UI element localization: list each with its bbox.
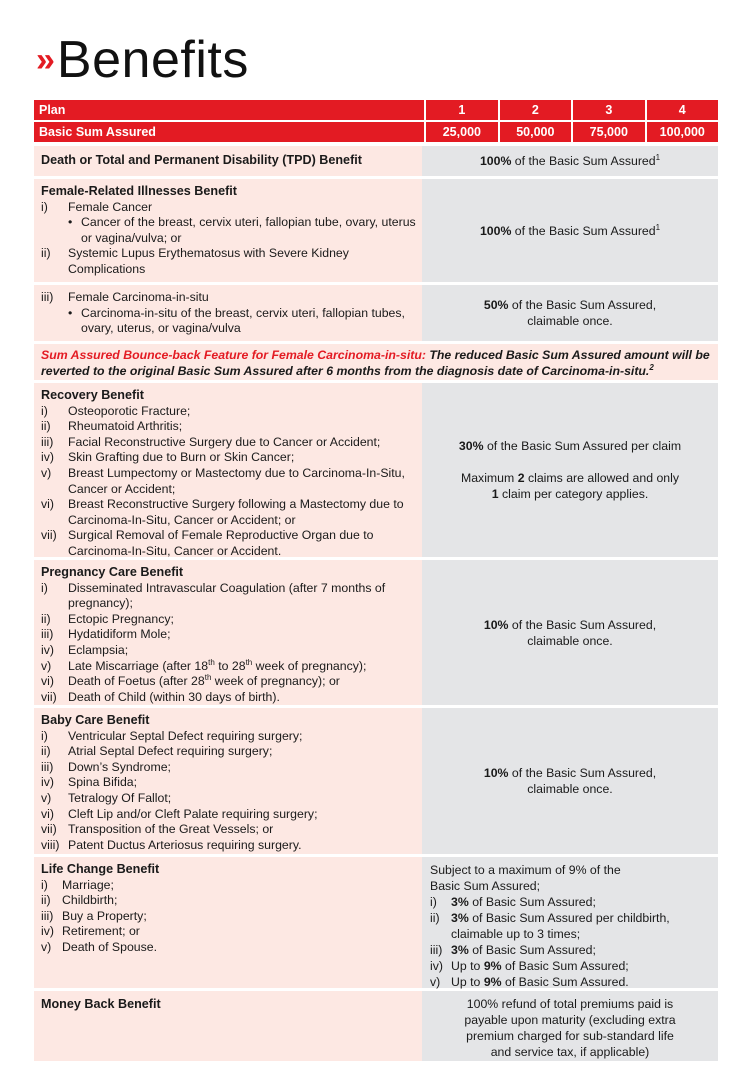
chevron-icon: » <box>36 40 51 79</box>
list-item: i) Osteoporotic Fracture; <box>41 403 191 418</box>
list-item: ii) Rheumatoid Arthritis; <box>41 419 183 434</box>
list-item: iii) Facial Reconstructive Surgery due to Cancer or Accident; <box>41 434 381 449</box>
list-sub-item: • Cancer of the breast, cervix uteri, fallopian tube, ovary, uterus or vagina/vulva; or <box>68 215 416 245</box>
female-illness-value: 100% of the Basic Sum Assured$^1$ <box>479 222 661 238</box>
sum-col-2: 50,000 <box>498 122 571 142</box>
list-item: vii) Surgical Removal of Female Reproductive Organ due to Carcinoma-In-Situ, Cancer or Accident. <box>41 528 374 558</box>
list-item: iv) Spina Bifida; <box>41 775 138 790</box>
list-item: vii) Death of Child (within 30 days of birth). <box>41 689 280 704</box>
plan-col-2: 2 <box>498 100 571 120</box>
list-item: ii) 3% of Basic Sum Assured per childbirth, claimable up to 3 times; <box>430 911 670 941</box>
list-item: iii) Down’s Syndrome; <box>41 759 171 774</box>
money-back-value: 100% refund of total premiums paid is payable upon maturity (excluding extra premium charged for sub-standard life and service tax, if applicable) <box>464 997 676 1059</box>
list-item: vi) Breast Reconstructive Surgery following a Mastectomy due to Carcinoma-In-Situ, Cancer or Accident; or <box>41 497 404 527</box>
list-item: i) Ventricular Septal Defect requiring surgery; <box>41 728 303 743</box>
plan-header-row <box>34 100 718 120</box>
list-sub-item: • Carcinoma-in-situ of the breast, cervix uteri, fallopian tubes, ovary, uterus, or vagina/vulva <box>68 305 405 336</box>
recovery-row: Recovery Benefit i) Osteoporotic Fracture; ii) Rheumatoid Arthritis; iii) Facial Reconstructive Surgery due to Cancer or Accident; iv) Skin Grafting due to Burn or Skin Cancer; v) Breast Lumpectomy or Mastectomy due to Carcinoma-In-Situ, Cancer or Accident; vi) Breast Reconstructive Surgery following a Mastectomy due to Carcinoma-In-Situ, Cancer or Accident; or vii) Surgical Removal of Female Reproductive Organ due to Carcinoma-In-Situ, Cancer or Accident. 30% of the Basic Sum Assured per claim Maximum 2 claims are allowed and only 1 claim per category applies. <box>34 383 718 557</box>
list-item: v) Late Miscarriage (after 18th to 28th week of pregnancy); <box>41 657 367 673</box>
list-item: ii) Ectopic Pregnancy; <box>41 611 174 626</box>
baby-care-title: Baby Care Benefit <box>41 713 150 727</box>
baby-care-row: Baby Care Benefit i) Ventricular Septal Defect requiring surgery; ii) Atrial Septal Defect requiring surgery; iii) Down’s Syndrome; iv) Spina Bifida; v) Tetralogy Of Fallot; vi) Cleft Lip and/or Cleft Palate requiring surgery; vii) Transposition of the Great Vessels; or viii) Patent Ductus Arteriosus requiring surgery. 10% of the Basic Sum Assured, claimable once. <box>34 708 718 854</box>
recovery-max-claims: Maximum 2 claims are allowed and only <box>460 471 680 485</box>
carcinoma-row: iii) Female Carcinoma-in-situ • Carcinoma-in-situ of the breast, cervix uteri, fallopian tubes, ovary, uterus, or vagina/vulva 50% of the Basic Sum Assured, claimable once. <box>34 285 718 341</box>
death-tpd-title: Death or Total and Permanent Disability (TPD) Benefit <box>41 153 362 168</box>
list-item: iv) Eclampsia; <box>41 642 129 657</box>
list-item: ii) Atrial Septal Defect requiring surgery; <box>41 744 273 759</box>
money-back-title: Money Back Benefit <box>41 997 161 1011</box>
list-item: ii) Childbirth; <box>41 893 118 908</box>
plan-col-4: 4 <box>645 100 718 120</box>
page-title <box>36 30 249 90</box>
list-item: v) Tetralogy Of Fallot; <box>41 790 172 805</box>
sum-col-3: 75,000 <box>571 122 644 142</box>
female-illness-row <box>34 179 718 282</box>
list-item: vi) Cleft Lip and/or Cleft Palate requiring surgery; <box>41 806 318 821</box>
baby-care-value: 10% of the Basic Sum Assured, <box>483 766 657 780</box>
list-item: iii) Buy a Property; <box>41 908 147 923</box>
page-title-text: Benefits <box>56 31 249 89</box>
death-tpd-row <box>34 146 718 176</box>
list-item: v) Breast Lumpectomy or Mastectomy due to Carcinoma-In-Situ, Cancer or Accident; <box>41 465 405 496</box>
list-item: vi) Death of Foetus (after 28th week of pregnancy); or <box>41 673 340 689</box>
list-item: iii) Hydatidiform Mole; <box>41 627 171 642</box>
life-change-title: Life Change Benefit <box>41 862 160 876</box>
bounce-back-note: Sum Assured Bounce-back Feature for Female Carcinoma-in-situ: The reduced Basic Sum Assured amount will be reverted to the original Basic Sum Assured after 6 months from the diagnosis date of Carcinoma-in-situ.$^2$ <box>34 344 718 380</box>
sum-assured-label: Basic Sum Assured <box>39 125 156 139</box>
list-item: viii) Patent Ductus Arteriosus requiring surgery. <box>41 837 302 852</box>
sum-col-4: 100,000 <box>645 122 718 142</box>
list-item: vii) Transposition of the Great Vessels; or <box>41 822 274 837</box>
sum-assured-row <box>34 122 718 142</box>
list-item: i) 3% of Basic Sum Assured; <box>430 895 596 909</box>
money-back-row <box>34 991 718 1061</box>
pregnancy-title: Pregnancy Care Benefit <box>41 565 184 579</box>
list-item: ii) Systemic Lupus Erythematosus with Severe Kidney Complications <box>41 246 349 276</box>
plan-col-3: 3 <box>571 100 644 120</box>
list-item: i) Female Cancer <box>41 199 153 214</box>
list-item: v) Death of Spouse. <box>41 939 158 954</box>
bullet-icon: • <box>68 305 73 320</box>
recovery-value: 30% of the Basic Sum Assured per claim <box>458 439 682 453</box>
list-item: iv) Up to 9% of Basic Sum Assured; <box>430 959 629 973</box>
life-change-intro: Subject to a maximum of 9% of the Basic Sum Assured; <box>430 863 621 893</box>
list-item: iv) Skin Grafting due to Burn or Skin Cancer; <box>41 450 295 465</box>
death-tpd-value: 100% of the Basic Sum Assured$^1$ <box>479 152 661 168</box>
carcinoma-value: 50% of the Basic Sum Assured, <box>483 298 657 312</box>
list-item: v) Up to 9% of Basic Sum Assured. <box>430 975 629 989</box>
sum-col-1: 25,000 <box>424 122 497 142</box>
list-item: i) Disseminated Intravascular Coagulation (after 7 months of pregnancy); <box>41 580 386 611</box>
list-item: iii) 3% of Basic Sum Assured; <box>430 943 596 957</box>
female-illness-title: Female-Related Illnesses Benefit <box>41 184 237 198</box>
life-change-row <box>34 857 718 988</box>
pregnancy-row: Pregnancy Care Benefit i) Disseminated Intravascular Coagulation (after 7 months of pregnancy); ii) Ectopic Pregnancy; iii) Hydatidiform Mole; iv) Eclampsia; v) Late Miscarriage (after 18th to 28th week of pregnancy); vi) Death of Foetus (after 28th week of pregnancy); or vii) Death of Child (within 30 days of birth). 10% of the Basic Sum Assured, claimable once. <box>34 560 718 705</box>
plan-label: Plan <box>39 103 66 117</box>
list-item: iii) Female Carcinoma-in-situ <box>41 290 209 304</box>
plan-col-1: 1 <box>424 100 497 120</box>
list-item: i) Marriage; <box>41 877 114 892</box>
bullet-icon: • <box>68 215 73 230</box>
recovery-title: Recovery Benefit <box>41 388 144 402</box>
pregnancy-value: 10% of the Basic Sum Assured, <box>483 617 657 632</box>
benefits-table <box>34 100 718 1064</box>
list-item: iv) Retirement; or <box>41 924 140 939</box>
